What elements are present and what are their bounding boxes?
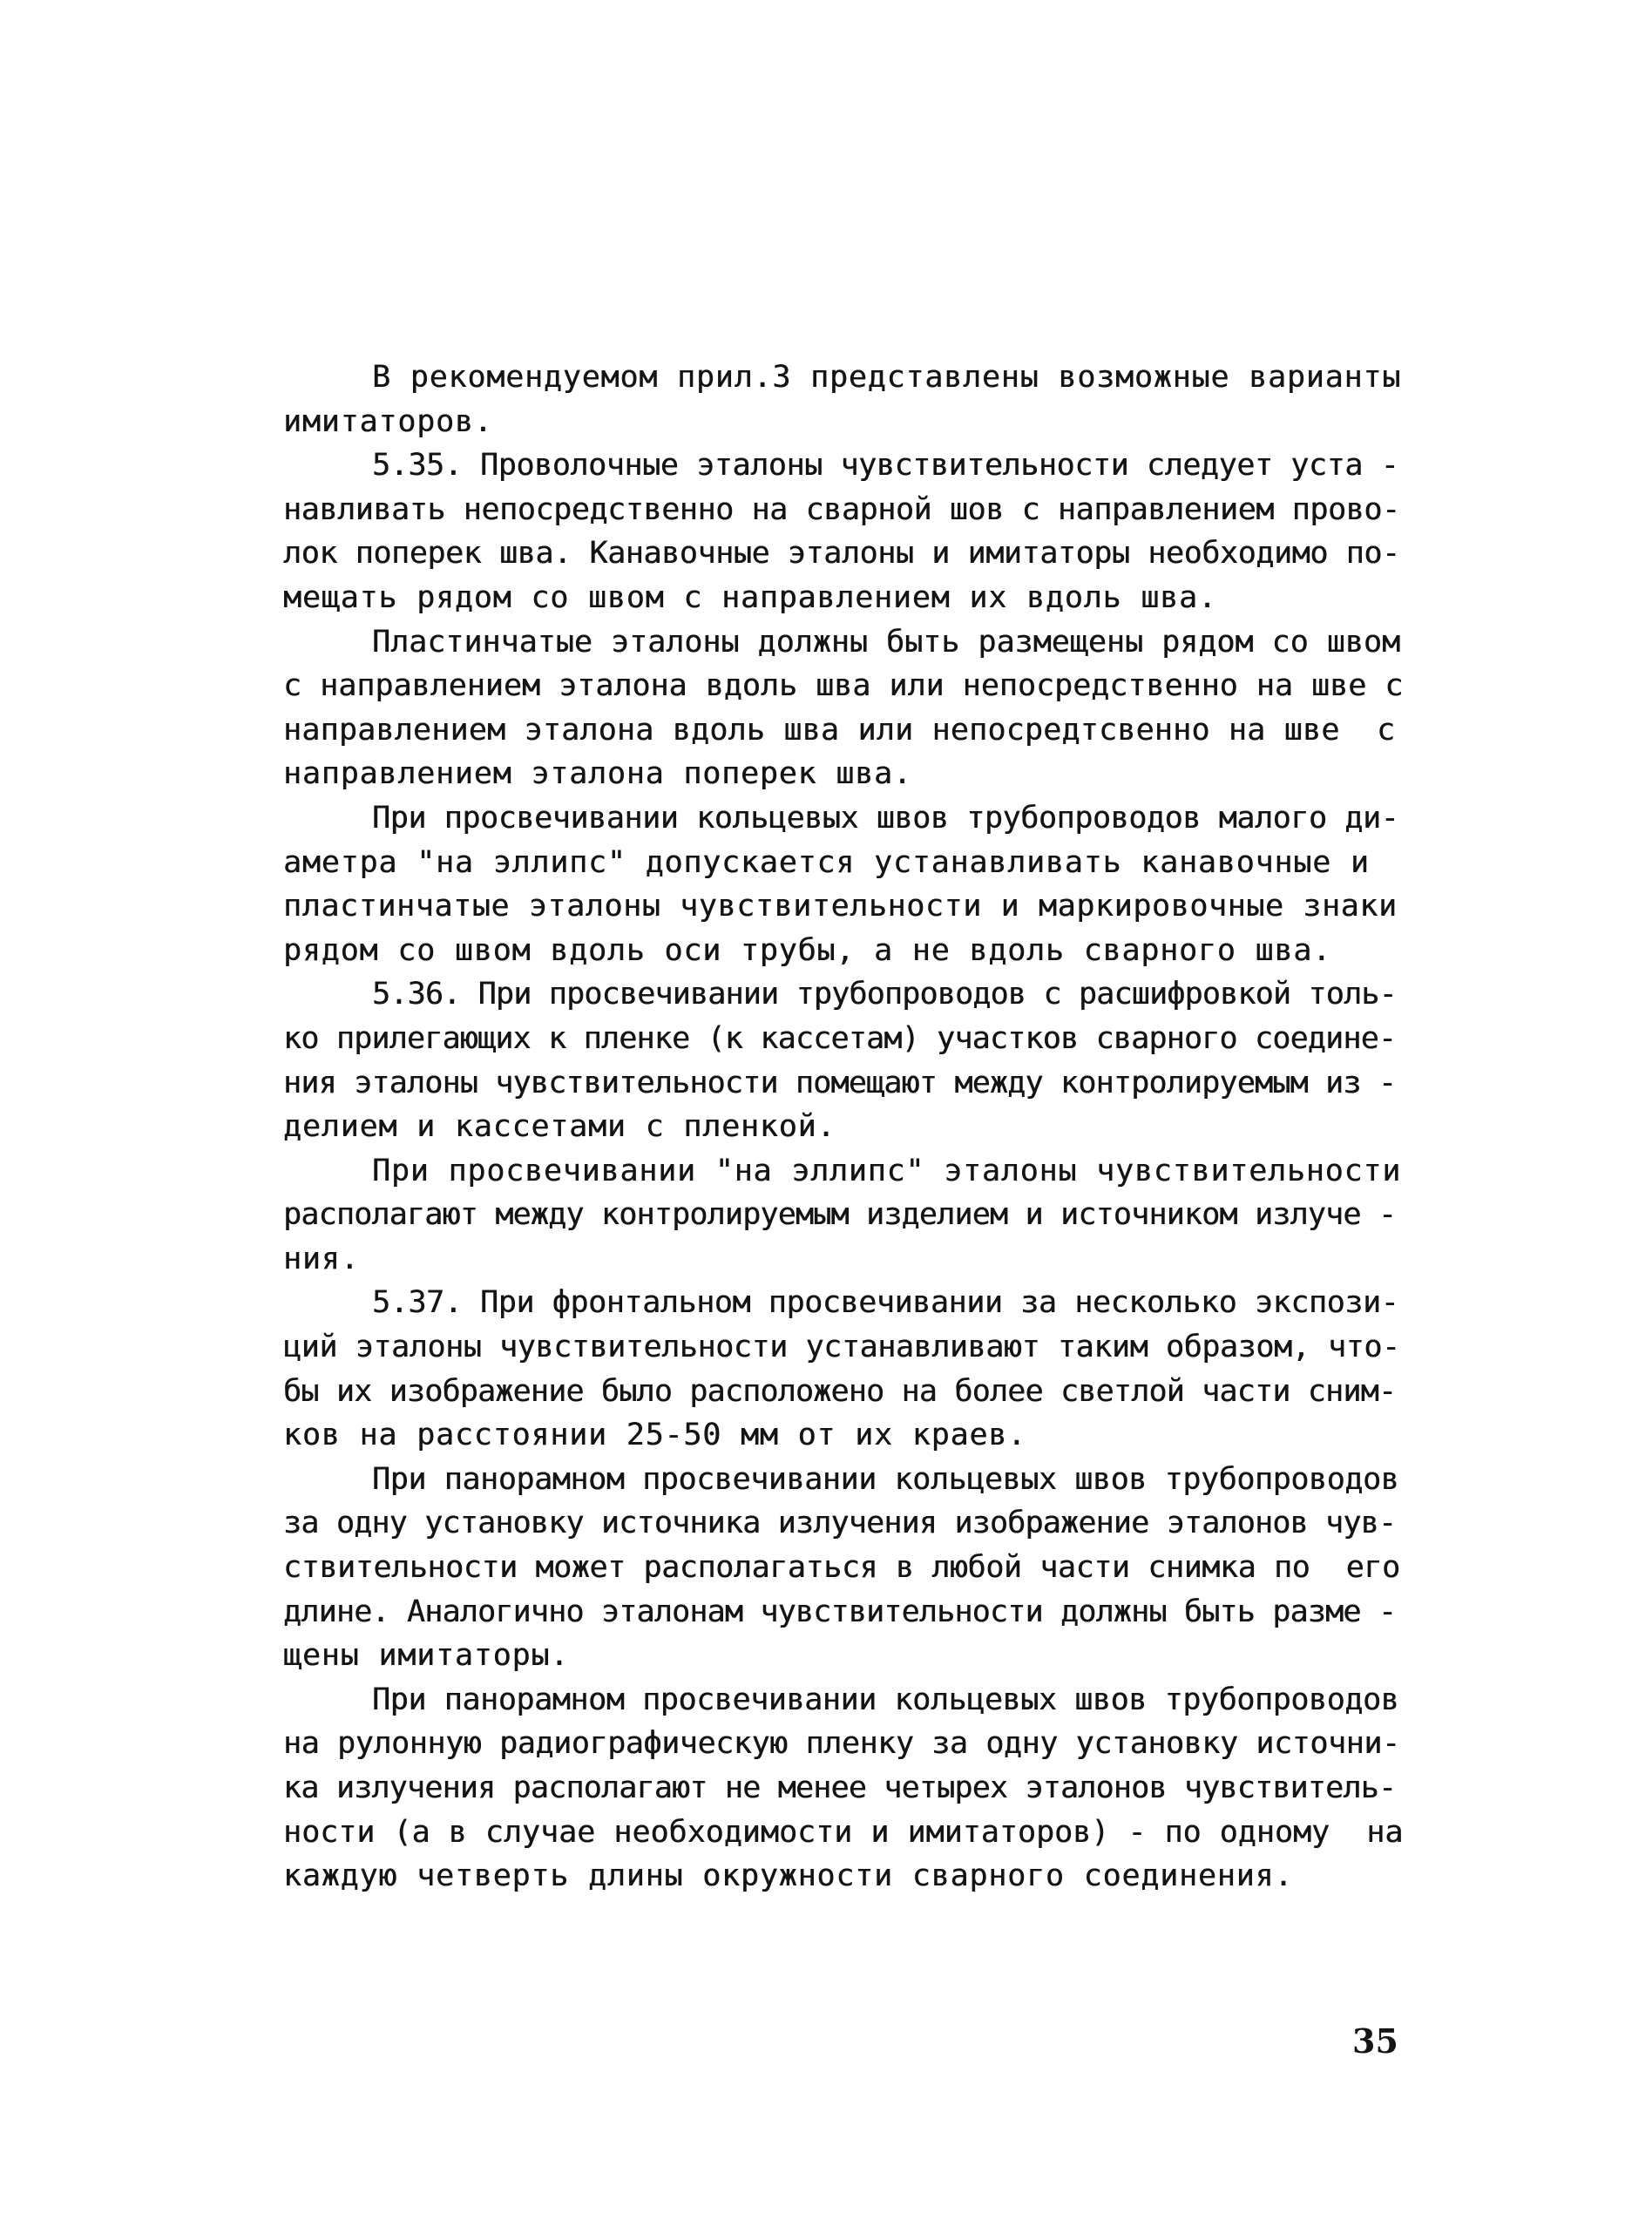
text-line: делием и кассетами с пленкой. xyxy=(283,1109,836,1145)
text-line: ности (а в случае необходимости и имитаторов) - по одному на xyxy=(283,1814,1404,1850)
text-line: длине. Аналогично эталонам чувствительности должны быть разме - xyxy=(283,1594,1397,1629)
text-line: Пластинчатые эталоны должны быть размещены рядом со швом xyxy=(372,624,1401,660)
text-line: При панорамном просвечивании кольцевых швов трубопроводов xyxy=(372,1682,1399,1717)
text-line: 5.37. При фронтальном просвечивании за несколько экспози- xyxy=(372,1285,1399,1321)
page-number: 35 xyxy=(1352,2021,1398,2061)
text-line: При просвечивании кольцевых швов трубопроводов малого ди- xyxy=(372,800,1399,836)
text-line: 5.36. При просвечивании трубопроводов с расшифровкой толь- xyxy=(372,977,1397,1012)
document-body xyxy=(283,355,1403,1899)
text-line: При панорамном просвечивании кольцевых швов трубопроводов xyxy=(372,1461,1399,1497)
text-line: располагают между контролируемым изделием и источником излуче - xyxy=(283,1197,1397,1233)
text-line: имитаторов. xyxy=(283,403,493,439)
text-line: 5.35. Проволочные эталоны чувствительности следует уста - xyxy=(372,448,1399,484)
text-line: каждую четверть длины окружности сварного соединения. xyxy=(283,1858,1294,1894)
text-line: с направлением эталона вдоль шва или непосредственно на шве с xyxy=(283,668,1404,704)
text-line: ствительности может располагаться в любой части снимка по его xyxy=(283,1550,1400,1586)
text-line: ка излучения располагают не менее четырех эталонов чувствитель- xyxy=(283,1770,1397,1805)
text-line: При просвечивании "на эллипс" эталоны чувствительности xyxy=(372,1153,1402,1188)
text-line: ко прилегающих к пленке (к кассетам) участков сварного соедине- xyxy=(283,1020,1397,1056)
text-line: за одну установку источника излучения изображение эталонов чув- xyxy=(283,1506,1397,1541)
text-line: ций эталоны чувствительности устанавливают таким образом, что- xyxy=(283,1330,1400,1365)
text-line: ков на расстоянии 25-50 мм от их краев. xyxy=(283,1418,1026,1453)
text-line: лок поперек шва. Канавочные эталоны и имитаторы необходимо по- xyxy=(283,536,1400,572)
text-line: рядом со швом вдоль оси трубы, а не вдоль сварного шва. xyxy=(283,932,1331,968)
text-line: направлением эталона поперек шва. xyxy=(283,756,912,792)
text-line: бы их изображение было расположено на более светлой части сним- xyxy=(283,1373,1397,1409)
text-line: направлением эталона вдоль шва или непосредтсвенно на шве с xyxy=(283,712,1396,748)
text-line: мещать рядом со швом с направлением их вдоль шва. xyxy=(283,579,1217,615)
text-line: аметра "на эллипс" допускается устанавливать канавочные и xyxy=(283,844,1370,880)
text-line: на рулонную радиографическую пленку за одну установку источни- xyxy=(283,1726,1400,1762)
text-line: В рекомендуемом прил.3 представлены возможные варианты xyxy=(372,360,1402,395)
text-line: навливать непосредственно на сварной шов с направлением прово- xyxy=(283,491,1400,527)
text-line: ния эталоны чувствительности помещают между контролируемым из - xyxy=(283,1065,1397,1100)
text-line: пластинчатые эталоны чувствительности и маркировочные знаки xyxy=(283,889,1398,924)
text-line: ния. xyxy=(283,1241,360,1276)
text-line: щены имитаторы. xyxy=(283,1638,570,1674)
